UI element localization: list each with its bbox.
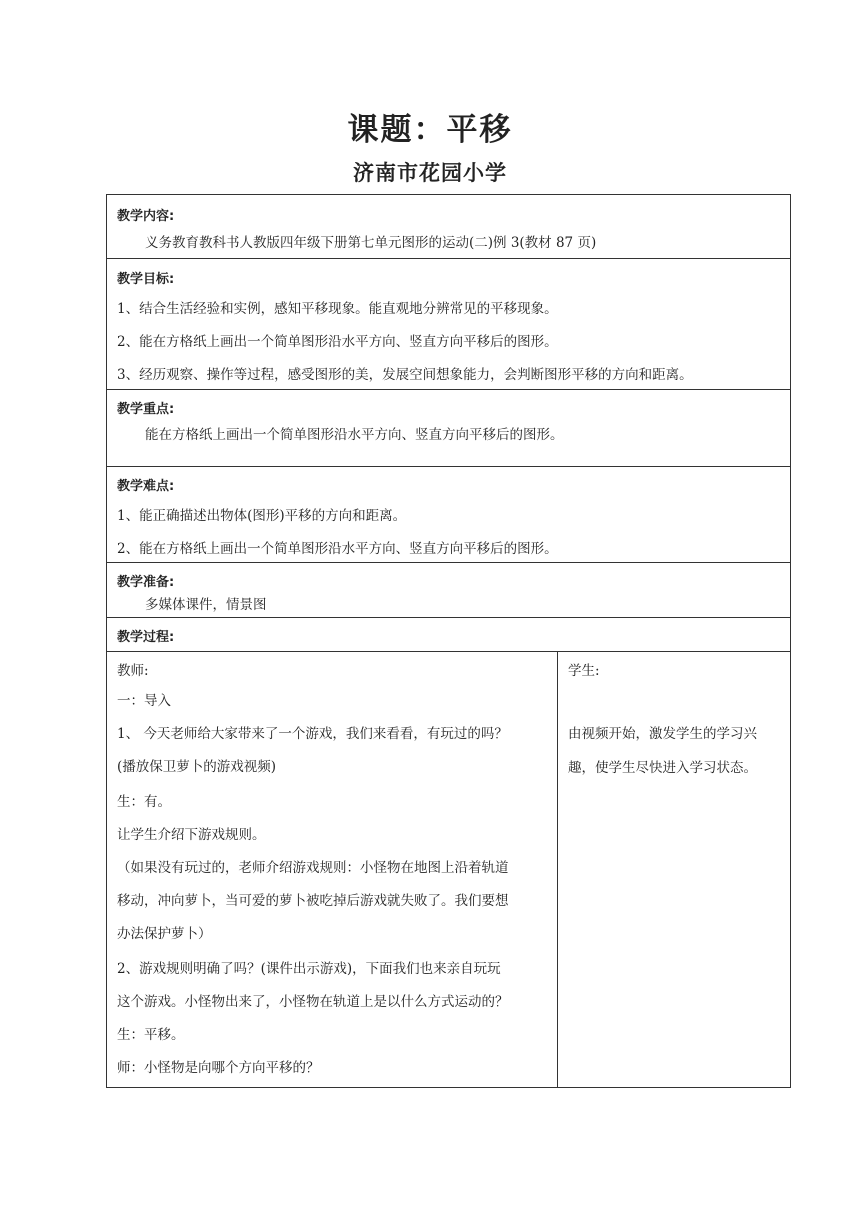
teacher-line: 这个游戏。小怪物出来了，小怪物在轨道上是以什么方式运动的？ [117,994,509,1010]
section-heading: 教学难点: [117,479,175,494]
student-line: 趣，使学生尽快进入学习状态。 [568,760,757,776]
teacher-line: 教师: [117,663,149,679]
teacher-line: 2、游戏规则明确了吗？(课件出示游戏)，下面我们也来亲自玩玩 [117,961,501,977]
goal-item: 1、结合生活经验和实例，感知平移现象。能直观地分辨常见的平移现象。 [117,301,558,317]
student-column [558,652,790,1087]
section-process [107,652,790,1087]
teacher-line: 1、 今天老师给大家带来了一个游戏，我们来看看，有玩过的吗？ [117,726,508,742]
section-heading: 教学内容: [117,209,175,224]
section-key-points [107,390,790,467]
lesson-plan-table [106,194,791,1088]
teacher-line: 师：小怪物是向哪个方向平移的？ [117,1060,320,1076]
section-heading: 教学准备: [117,575,175,590]
section-heading: 教学过程: [117,630,175,645]
goal-item: 3、经历观察、操作等过程，感受图形的美，发展空间想象能力，会判断图形平移的方向和距离。 [117,367,693,383]
teacher-line: 一：导入 [117,693,171,709]
teacher-line: （如果没有玩过的，老师介绍游戏规则：小怪物在地图上沿着轨道 [117,860,509,876]
teacher-line: 移动，冲向萝卜，当可爱的萝卜被吃掉后游戏就失败了。我们要想 [117,893,509,909]
teacher-line: 办法保护萝卜） [117,926,212,942]
student-line: 学生: [568,663,600,679]
teacher-line: (播放保卫萝卜的游戏视频) [117,759,277,775]
student-line: 由视频开始，激发学生的学习兴 [568,726,757,742]
page-title: 课题：平移 [347,112,513,148]
section-difficulties [107,467,790,563]
section-goals [107,259,790,390]
teacher-line: 让学生介绍下游戏规则。 [117,827,266,843]
school-name: 济南市花园小学 [353,161,507,185]
content-text: 义务教育教科书人教版四年级下册第七单元图形的运动(二)例 3(教材 87 页) [145,235,597,251]
goal-item: 2、能在方格纸上画出一个简单图形沿水平方向、竖直方向平移后的图形。 [117,334,558,350]
section-process-header [107,618,790,652]
preparation-text: 多媒体课件，情景图 [145,597,267,613]
section-heading: 教学重点: [117,402,175,417]
teacher-column [107,652,558,1087]
section-preparation [107,563,790,618]
difficulty-item: 1、能正确描述出物体(图形)平移的方向和距离。 [117,508,407,524]
key-points-text: 能在方格纸上画出一个简单图形沿水平方向、竖直方向平移后的图形。 [145,427,564,443]
section-heading: 教学目标: [117,272,175,287]
teacher-line: 生：有。 [117,794,171,810]
teacher-line: 生：平移。 [117,1027,185,1043]
section-content [107,195,790,259]
difficulty-item: 2、能在方格纸上画出一个简单图形沿水平方向、竖直方向平移后的图形。 [117,541,558,557]
